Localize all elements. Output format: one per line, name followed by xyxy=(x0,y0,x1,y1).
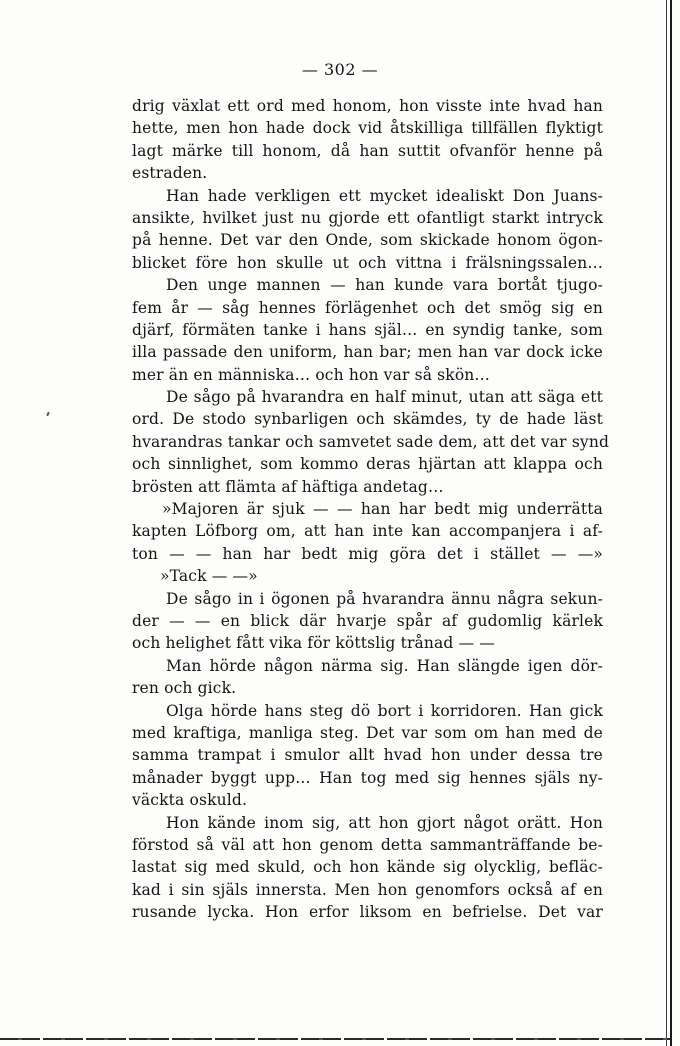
text-line: och sinnlighet, som kommo deras hjärtan att klappa och xyxy=(132,455,603,474)
text-line: Man hörde någon närma sig. Han slängde igen dör- xyxy=(166,656,603,675)
body-text xyxy=(132,95,610,923)
text-line: lagt märke till honom, då han suttit ofvanför henne på xyxy=(132,141,603,160)
text-line: ansikte, hvilket just nu gjorde ett ofantligt starkt intryck xyxy=(132,208,603,227)
text-line: Han hade verkligen ett mycket idealiskt Don Juans- xyxy=(166,186,603,205)
text-line: mer än en människa… och hon var så skön… xyxy=(132,365,491,384)
text-line: der — — en blick där hvarje spår af gudomlig kärlek xyxy=(132,611,603,630)
text-line: brösten att flämta af häftiga andetag… xyxy=(132,477,444,496)
text-line: blicket före hon skulle ut och vittna i frälsningssalen… xyxy=(132,253,603,272)
text-line: kapten Löfborg om, att han inte kan accompanjera i af- xyxy=(132,522,603,541)
page-edge-line-inner xyxy=(666,0,667,1046)
text-line: drig växlat ett ord med honom, hon visste inte hvad han xyxy=(132,97,603,115)
text-line: och helighet fått vika för köttslig trånad — — xyxy=(132,634,495,653)
text-line: ord. De stodo synbarligen och skämdes, ty de hade läst xyxy=(132,410,603,429)
page-number: — 302 — xyxy=(301,60,379,79)
text-line: De sågo på hvarandra en half minut, utan att säga ett xyxy=(166,388,603,407)
text-line: samma trampat i smulor allt hvad hon under dessa tre xyxy=(132,746,603,765)
text-line: »Majoren är sjuk — — han har bedt mig underrätta xyxy=(162,500,603,519)
text-line: kad i sin själs innersta. Men hon genomfors också af en xyxy=(132,880,603,899)
text-line: estraden. xyxy=(132,164,208,183)
text-line: ton — — han har bedt mig göra det i stället — —» xyxy=(132,544,603,563)
text-line: »Tack — —» xyxy=(160,567,258,586)
text-line: hette, men hon hade dock vid åtskilliga tillfällen flyktigt xyxy=(132,119,603,138)
text-line: väckta oskuld. xyxy=(132,791,248,810)
text-line: illa passade den uniform, han bar; men han var dock icke xyxy=(132,343,603,362)
text-line: med kraftiga, manliga steg. Det var som om han med de xyxy=(132,723,603,742)
text-line: djärf, förmäten tanke i hans själ… en syndig tanke, som xyxy=(132,320,603,339)
text-line: förstod så väl att hon genom detta sammanträffande be- xyxy=(132,835,603,854)
page-edge-line xyxy=(670,0,672,1046)
text-line: månader byggt upp… Han tog med sig hennes själs ny- xyxy=(132,768,603,787)
text-line: på henne. Det var den Onde, som skickade honom ögon- xyxy=(132,231,603,250)
text-line: lastat sig med skuld, och hon kände sig olycklig, befläc- xyxy=(132,858,603,877)
text-line: rusande lycka. Hon erfor liksom en befrielse. Det var xyxy=(132,903,603,922)
text-line: Olga hörde hans steg dö bort i korridoren. Han gick xyxy=(166,701,603,720)
text-line: Den unge mannen — han kunde vara bortåt tjugo- xyxy=(166,276,603,295)
text-line: De sågo in i ögonen på hvarandra ännu några sekun- xyxy=(166,589,603,608)
text-line: hvarandras tankar och samvetet sade dem, att det var synd xyxy=(132,432,610,451)
text-line: Hon kände inom sig, att hon gjort något orätt. Hon xyxy=(166,813,603,832)
margin-speck xyxy=(46,412,50,416)
page-bottom-edge xyxy=(0,1038,670,1040)
text-line: fem år — såg hennes förlägenhet och det smög sig en xyxy=(132,298,603,317)
text-line: ren och gick. xyxy=(132,679,237,698)
